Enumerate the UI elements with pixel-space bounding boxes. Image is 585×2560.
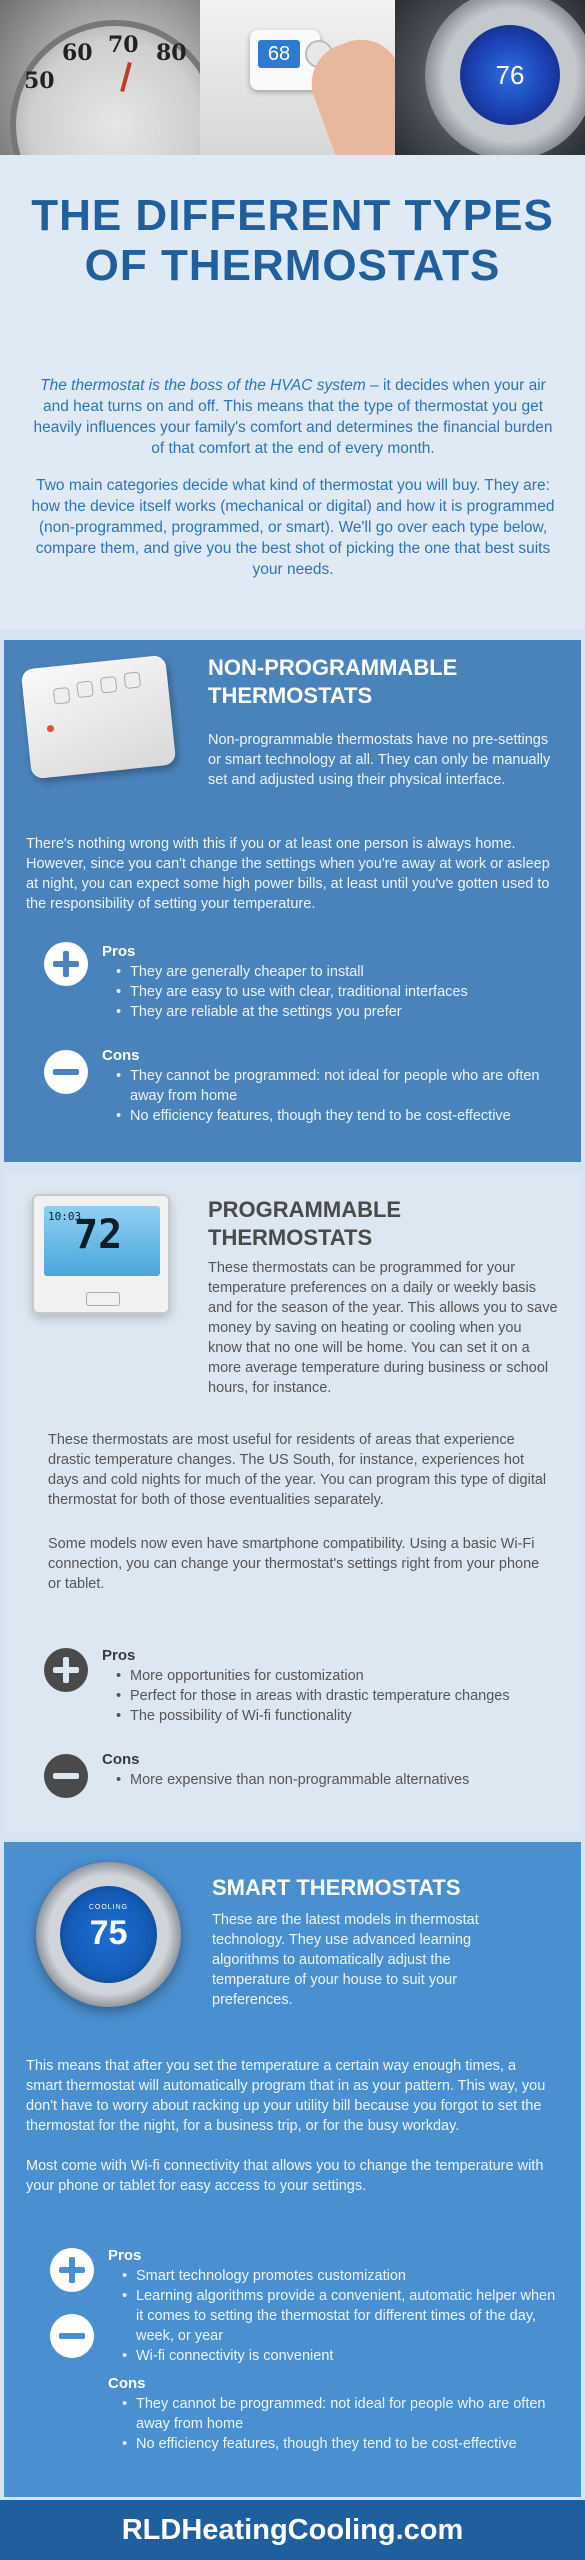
non-programmable-section — [4, 640, 581, 1162]
section-title: NON-PROGRAMMABLE THERMOSTATS — [208, 655, 458, 708]
minus-icon — [44, 1754, 88, 1798]
smart-thermostat-display — [60, 1886, 157, 1983]
dial-face — [10, 20, 200, 155]
pros-list — [120, 2266, 560, 2366]
list-item: • More expensive than non-programmable alternatives — [114, 1770, 564, 1790]
section-title: SMART THERMOSTATS — [212, 1875, 461, 1900]
pros-label: Pros — [108, 2247, 142, 2264]
section-body: There's nothing wrong with this if you or at least one person is always home. However, since you can't change the settings when you're away at work or asleep at night, you can expect some high power bills, at least until you've gotten used to the responsibility of setting your temperature. — [26, 836, 550, 912]
section-lead: These thermostats can be programmed for your temperature preferences on a daily or weekly basis and for the season of the year. This allows you to save money by saving on heating or cooling when you know that no one will be home. You can set it on a more average temperature during business or school hours, for instance. — [208, 1260, 558, 1396]
cons-list — [114, 1066, 554, 1126]
smart-section — [4, 1842, 581, 2497]
thermostat-button — [86, 1292, 120, 1306]
cons-label: Cons — [102, 1751, 140, 1768]
list-item: • They are easy to use with clear, traditional interfaces — [114, 982, 554, 1002]
thermostat-led — [47, 725, 55, 733]
dial-number: 60 — [62, 40, 93, 66]
cons-list — [120, 2394, 560, 2454]
thermostat-button — [76, 680, 94, 698]
dial-number: 50 — [24, 68, 55, 94]
section-title: PROGRAMMABLE THERMOSTATS — [208, 1197, 402, 1250]
non-programmable-thermostat-image — [21, 655, 177, 780]
pros-label: Pros — [102, 943, 136, 960]
list-item: • They cannot be programmed: not ideal for people who are often away from home — [114, 1066, 554, 1106]
thermostat-button — [100, 676, 118, 694]
list-item: • They are reliable at the settings you prefer — [114, 1002, 554, 1022]
intro-section — [0, 155, 585, 630]
minus-icon — [44, 1050, 88, 1094]
cons-label: Cons — [102, 1047, 140, 1064]
section-body-2: Most come with Wi-fi connectivity that allows you to change the temperature with your phone or tablet for easy access to your settings. — [26, 2158, 544, 2194]
section-lead: Non-programmable thermostats have no pre-settings or smart technology at all. They can only be manually set and adjusted using their physical interface. — [208, 732, 551, 788]
section-body: This means that after you set the temperature a certain way enough times, a smart thermostat will automatically program that in as your pattern. This way, you don't have to worry about racking up your utility bill because you forgot to set the thermostat for the night, for a business trip, or for the busy workday. — [26, 2058, 546, 2134]
programmable-display — [44, 1206, 160, 1276]
dial-needle — [120, 62, 132, 92]
pros-list — [114, 1666, 564, 1726]
smart-display: 76 — [460, 25, 560, 125]
smart-thermostat-image — [36, 1862, 181, 2007]
section-body-2: Some models now even have smartphone compatibility. Using a basic Wi-Fi connection, you can change your thermostat's settings right from your phone or tablet. — [48, 1536, 540, 1592]
cons-label: Cons — [108, 2375, 146, 2392]
section-lead: These are the latest models in thermostat technology. They use advanced learning algorithms to automatically adjust the temperature of your house to suit your preferences. — [212, 1912, 479, 2008]
intro-paragraph — [28, 375, 558, 459]
intro-paragraph-rest: – it decides when your air and heat turns on and off. This means that the type of thermostat you get heavily influences your family's comfort and determines the financial burden of that comfort at the end of every month. — [33, 377, 553, 457]
list-item: • Perfect for those in areas with drastic temperature changes — [114, 1686, 564, 1706]
dial-number: 80 — [156, 40, 187, 66]
list-item: • Wi-fi connectivity is convenient — [120, 2346, 560, 2366]
list-item: • They cannot be programmed: not ideal for people who are often away from home — [120, 2394, 560, 2434]
list-item: • Smart technology promotes customization — [120, 2266, 560, 2286]
pros-list — [114, 962, 554, 1022]
intro-lead: The thermostat is the boss of the HVAC system — [40, 377, 366, 394]
programmable-section — [4, 1172, 581, 1832]
display-temperature: 75 — [89, 1914, 128, 1952]
plus-icon — [50, 2248, 94, 2292]
intro-paragraph-2: Two main categories decide what kind of thermostat you will buy. They are: how the device itself works (mechanical or digital) and how it is programmed (non-programmed, programmed, or smart). We'll go over each type below, compare them, and give you the best shot of picking the one that best suits your needs. — [31, 477, 555, 578]
digital-thermostat — [250, 30, 320, 90]
list-item: • No efficiency features, though they tend to be cost-effective — [120, 2434, 560, 2454]
dial-number: 70 — [108, 32, 139, 58]
digital-display: 68 — [258, 40, 300, 68]
hero-dial-thermostat-photo — [0, 0, 200, 155]
page-title: THE DIFFERENT TYPES OF THERMOSTATS — [31, 191, 554, 290]
thermostat-button — [124, 671, 142, 689]
programmable-thermostat-image — [32, 1194, 170, 1314]
list-item: • Learning algorithms provide a convenient, automatic helper when it comes to setting the thermostat for different times of the day, week, or year — [120, 2286, 560, 2346]
pros-label: Pros — [102, 1647, 136, 1664]
display-temperature: 72 — [74, 1212, 123, 1258]
hero-smart-thermostat-photo — [395, 0, 585, 155]
plus-icon — [44, 942, 88, 986]
smart-thermostat-ring — [425, 0, 585, 155]
display-mode: COOLING — [88, 1904, 129, 1911]
section-body: These thermostats are most useful for residents of areas that experience drastic temperature changes. The US South, for instance, experiences hot days and cold nights for much of the year. You can program this type of digital thermostat for both of those eventualities separately. — [48, 1432, 547, 1508]
list-item: • The possibility of Wi-fi functionality — [114, 1706, 564, 1726]
minus-icon — [50, 2314, 94, 2358]
cons-list — [114, 1770, 564, 1790]
list-item: • More opportunities for customization — [114, 1666, 564, 1686]
display-time: 10:03 — [48, 1210, 82, 1223]
plus-icon — [44, 1648, 88, 1692]
footer-website: RLDHeatingCooling.com — [0, 2500, 585, 2560]
list-item: • They are generally cheaper to install — [114, 962, 554, 982]
thermostat-button — [53, 687, 71, 705]
hero-digital-thermostat-photo — [200, 0, 395, 155]
list-item: • No efficiency features, though they tend to be cost-effective — [114, 1106, 554, 1126]
hero-photo-strip — [0, 0, 585, 155]
